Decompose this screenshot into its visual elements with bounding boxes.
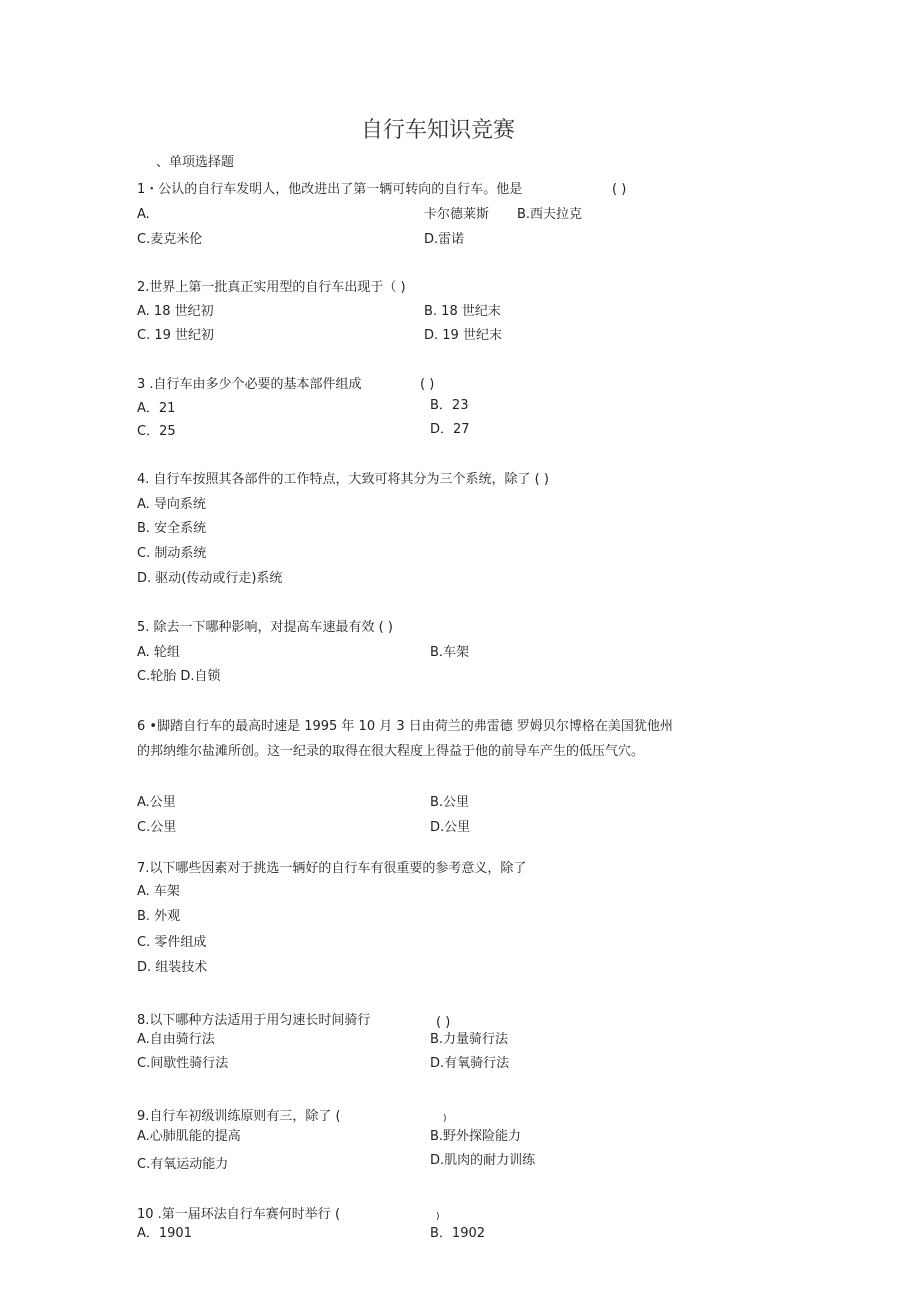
question-7-option-a: A. 车架 xyxy=(137,884,180,899)
question-10-text: 10 .第一届环法自行车赛何时举行 ( xyxy=(137,1207,341,1222)
question-3-option-a: A．21 xyxy=(137,401,176,416)
question-4-text: 4. 自行车按照其各部件的工作特点，大致可将其分为三个系统，除了 ( ) xyxy=(137,472,549,487)
question-7-text: 7.以下哪些因素对于挑选一辆好的自行车有很重要的参考意义，除了 xyxy=(137,861,527,876)
question-8-option-d: D.有氧骑行法 xyxy=(430,1056,510,1071)
page-title: 自行车知识竞赛 xyxy=(361,118,516,143)
question-1-option-b: B.西夫拉克 xyxy=(517,207,583,222)
question-9-option-a: A.心肺肌能的提高 xyxy=(137,1129,241,1144)
question-1-paren: ( ) xyxy=(612,182,627,197)
section-heading: 、单项选择题 xyxy=(156,155,235,170)
question-8-option-b: B.力量骑行法 xyxy=(430,1032,509,1047)
question-1-option-d: D.雷诺 xyxy=(424,232,465,247)
question-4-option-b: B. 安全系统 xyxy=(137,521,207,536)
question-3-paren: ( ) xyxy=(420,377,435,392)
question-2-option-b: B. 18 世纪末 xyxy=(424,304,501,319)
question-5-option-cd: C.轮胎 D.自锁 xyxy=(137,669,221,684)
question-6-option-c: C.公里 xyxy=(137,820,177,835)
question-6-text-line-1: 6 •脚踏自行车的最高时速是 1995 年 10 月 3 日由荷兰的弗雷德 罗姆贝尔博格在美国犹他州 xyxy=(137,719,673,734)
question-5-option-b: B.车架 xyxy=(430,645,470,660)
question-6-option-a: A.公里 xyxy=(137,795,176,810)
question-4-option-d: D. 驱动(传动或行走)系统 xyxy=(137,571,283,586)
question-8-option-c: C.间歇性骑行法 xyxy=(137,1056,229,1071)
question-6-option-d: D.公里 xyxy=(430,820,471,835)
question-9-option-b: B.野外探险能力 xyxy=(430,1129,522,1144)
question-9-paren: ) xyxy=(443,1114,447,1124)
question-3-option-c: C．25 xyxy=(137,424,176,439)
question-7-option-c: C. 零件组成 xyxy=(137,935,207,950)
question-9-text: 9.自行车初级训练原则有三，除了 ( xyxy=(137,1109,341,1124)
question-10-option-b: B．1902 xyxy=(430,1226,486,1241)
question-1-option-c: C.麦克米伦 xyxy=(137,232,203,247)
question-4-option-a: A. 导向系统 xyxy=(137,497,206,512)
question-10-paren: ) xyxy=(436,1212,440,1222)
question-7-option-d: D. 组装技术 xyxy=(137,960,208,975)
question-3-option-d: D．27 xyxy=(430,422,470,437)
question-8-paren: ( ) xyxy=(436,1015,451,1030)
question-5-text: 5. 除去一下哪种影响，对提高车速最有效 ( ) xyxy=(137,620,393,635)
question-4-option-c: C. 制动系统 xyxy=(137,546,207,561)
question-2-text: 2.世界上第一批真正实用型的自行车出现于（ ) xyxy=(137,280,406,295)
question-3-option-b: B．23 xyxy=(430,398,469,413)
question-3-text: 3 .自行车由多少个必要的基本部件组成 xyxy=(137,377,362,392)
question-1-text: 1・公认的自行车发明人，他改进出了第一辆可转向的自行车。他是 xyxy=(137,182,523,197)
question-1-option-a-text: 卡尔德莱斯 xyxy=(424,207,490,222)
question-2-option-a: A. 18 世纪初 xyxy=(137,304,214,319)
question-9-option-c: C.有氧运动能力 xyxy=(137,1157,229,1172)
question-7-option-b: B. 外观 xyxy=(137,909,181,924)
question-8-text: 8.以下哪种方法适用于用匀速长时间骑行 xyxy=(137,1013,371,1028)
question-2-option-d: D. 19 世纪末 xyxy=(424,328,502,343)
question-2-option-c: C. 19 世纪初 xyxy=(137,328,215,343)
question-9-option-d: D.肌肉的耐力训练 xyxy=(430,1153,536,1168)
question-5-option-a: A. 轮组 xyxy=(137,645,180,660)
question-6-text-line-2: 的邦纳维尔盐滩所创。这一纪录的取得在很大程度上得益于他的前导车产生的低压气穴。 xyxy=(137,744,645,759)
question-8-option-a: A.自由骑行法 xyxy=(137,1032,215,1047)
question-6-option-b: B.公里 xyxy=(430,795,470,810)
question-1-option-a-label: A. xyxy=(137,207,150,222)
question-10-option-a: A．1901 xyxy=(137,1226,192,1241)
